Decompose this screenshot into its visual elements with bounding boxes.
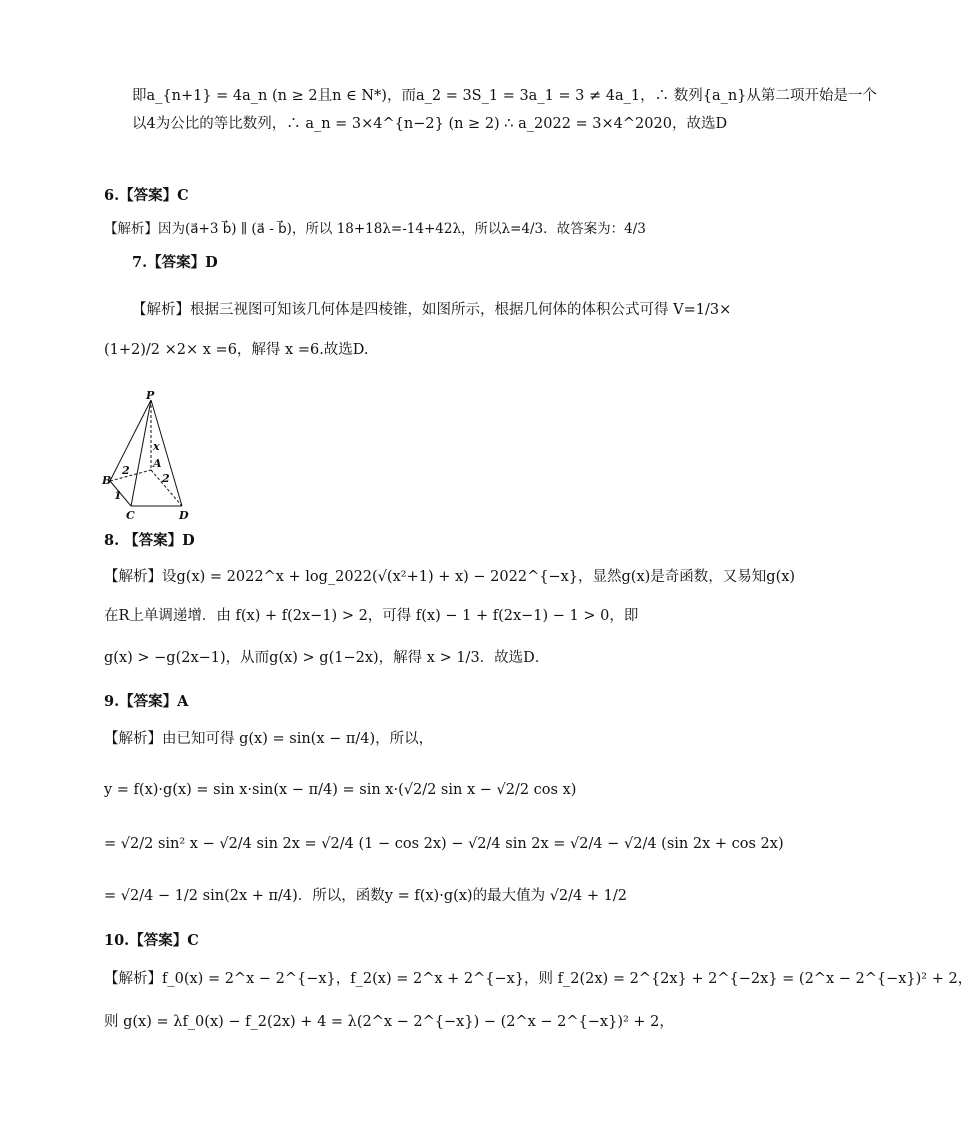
label-x: x xyxy=(153,440,160,453)
text-line-1: 即a_{n+1} = 4a_n (n ≥ 2且n ∈ N*)，而a_2 = 3S_1 = 3a_1 = 3 ≠ 4a_1，∴ 数列{a_n}从第二项开始是一个 xyxy=(132,88,877,104)
text-line-2: 以4为公比的等比数列，∴ a_n = 3×4^{n−2} (n ≥ 2) ∴ a_2022 = 3×4^2020，故选D xyxy=(132,116,728,132)
q8-analysis-line-1: 【解析】设g(x) = 2022^x + log_2022(√(x²+1) + x) − 2022^{−x}，显然g(x)是奇函数，又易知g(x) xyxy=(104,569,796,585)
label-1: 1 xyxy=(114,489,122,502)
q9-analysis-line-2: y = f(x)·g(x) = sin x·sin(x − π/4) = sin x·(√2/2 sin x − √2/2 cos x) xyxy=(104,782,577,798)
q10-analysis-line-2: 则 g(x) = λf_0(x) − f_2(2x) + 4 = λ(2^x − 2^{−x}) − (2^x − 2^{−x})² + 2， xyxy=(104,1014,674,1030)
q6-answer-heading: 6.【答案】C xyxy=(104,187,189,204)
label-A: A xyxy=(153,457,162,470)
q9-analysis-line-1: 【解析】由已知可得 g(x) = sin(x − π/4)，所以， xyxy=(104,731,434,747)
pyramid-figure xyxy=(100,388,210,523)
label-2-left: 2 xyxy=(122,464,130,477)
label-B: B xyxy=(102,474,112,487)
q9-answer-heading: 9.【答案】A xyxy=(104,693,189,710)
q7-analysis-line-2: (1+2)/2 ×2× x =6，解得 x =6.故选D. xyxy=(104,342,369,358)
q8-analysis-line-3: g(x) > −g(2x−1)，从而g(x) > g(1−2x)，解得 x > 1/3．故选D． xyxy=(104,650,550,666)
label-P: P xyxy=(146,389,155,402)
edge-PC xyxy=(131,400,151,506)
q7-answer-heading: 7.【答案】D xyxy=(132,254,218,271)
q8-answer-heading: 8. 【答案】D xyxy=(104,532,195,549)
q9-analysis-line-3: = √2/2 sin² x − √2/4 sin 2x = √2/4 (1 − cos 2x) − √2/4 sin 2x = √2/4 − √2/4 (sin 2x + cos 2x) xyxy=(104,836,784,852)
q10-analysis-line-1: 【解析】f_0(x) = 2^x − 2^{−x}，f_2(x) = 2^x + 2^{−x}，则 f_2(2x) = 2^{2x} + 2^{−2x} = (2^x − 2^{−x})² + 2， xyxy=(104,971,972,987)
edge-BA xyxy=(110,470,151,481)
edge-PD xyxy=(151,400,182,506)
label-C: C xyxy=(126,509,135,522)
q9-analysis-line-4: = √2/4 − 1/2 sin(2x + π/4)．所以，函数y = f(x)·g(x)的最大值为 √2/4 + 1/2 xyxy=(104,888,627,904)
label-D: D xyxy=(179,509,189,522)
q10-answer-heading: 10.【答案】C xyxy=(104,932,199,949)
edge-PB xyxy=(110,400,151,481)
q8-analysis-line-2: 在R上单调递增．由 f(x) + f(2x−1) > 2，可得 f(x) − 1 + f(2x−1) − 1 > 0，即 xyxy=(104,608,639,624)
q6-analysis: 【解析】因为(a⃗+3 b⃗) ∥ (a⃗ - b⃗)，所以 18+18λ=-14+42λ，所以λ=4/3．故答案为：4/3 xyxy=(104,221,646,237)
label-2-right: 2 xyxy=(162,472,170,485)
q7-analysis-line-1: 【解析】根据三视图可知该几何体是四棱锥，如图所示，根据几何体的体积公式可得 V=1/3× xyxy=(132,302,732,318)
